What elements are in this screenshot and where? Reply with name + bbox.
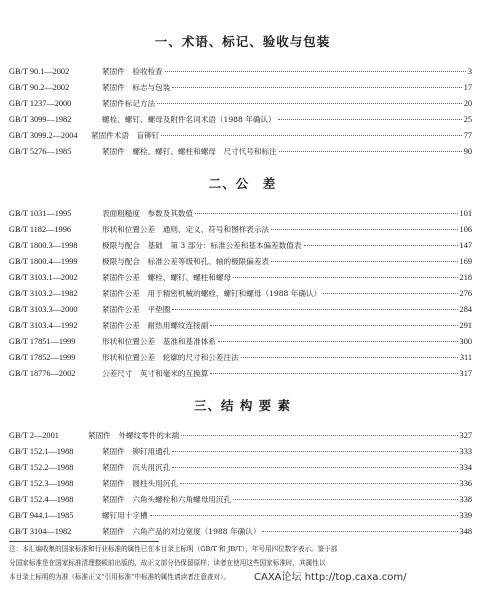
toc-entry[interactable] <box>9 113 472 127</box>
page-number: 20 <box>463 99 472 108</box>
toc-entry[interactable] <box>9 335 472 349</box>
standard-title: 形状和位置公差 基准和基准体系 <box>102 337 216 346</box>
dot-leader <box>150 515 458 516</box>
standard-title: 紧固件 六角头螺栓和六角螺母用沉孔 <box>102 495 232 504</box>
toc-entry[interactable] <box>9 367 472 381</box>
page-number: 25 <box>463 115 472 124</box>
standard-title: 紧固件 六角产品的对边宽度（1988 年确认） <box>102 527 261 536</box>
standard-title: 紧固件公差 用于精密机械的螺栓、螺钉和螺母（1988 年确认） <box>102 289 322 298</box>
standard-title: 紧固件公差 平垫圈 <box>102 305 171 314</box>
dot-leader <box>241 357 458 358</box>
section-title-structure: 三、结 构 要 素 <box>193 398 292 413</box>
page-number: 334 <box>459 463 472 472</box>
standard-title: 极限与配合 基础 第 3 部分：标准公差和基本偏差数值表 <box>102 241 302 250</box>
standard-code: GB/T 5276—1985 <box>9 147 72 156</box>
page-number: 291 <box>459 321 472 330</box>
dot-leader <box>210 373 457 374</box>
toc-entry[interactable] <box>9 287 472 301</box>
standard-title: 紧固件标记方法 <box>102 99 156 108</box>
toc-entry[interactable] <box>9 255 472 269</box>
section-title-terminology: 一、术语、标记、验收与包装 <box>154 34 331 49</box>
footnote-line: 分国家标准是在国家标准清理整顿前出版的，故正文部分仍保留原样；读者在使用这些国家标准时，其属性以 <box>9 559 326 567</box>
standard-title: 紧固件 螺栓、螺钉、螺柱和螺母 尺寸代号和标注 <box>102 147 277 156</box>
standard-code: GB/T 152.1—1988 <box>9 447 74 456</box>
standard-title: 螺栓、螺钉、螺母及附件名词术语（1988 年确认） <box>102 115 276 124</box>
dot-leader <box>172 87 461 88</box>
page-number: 3 <box>467 67 472 76</box>
dot-leader <box>172 309 457 310</box>
dot-leader <box>262 531 457 532</box>
standard-title: 公差尺寸 英寸和毫米的互换算 <box>102 369 209 378</box>
standard-title: 极限与配合 标准公差等级和孔、轴的极限偏差表 <box>102 257 270 266</box>
dot-leader <box>278 119 462 120</box>
dot-leader <box>181 435 457 436</box>
toc-entry[interactable] <box>9 319 472 333</box>
toc-entry[interactable] <box>9 145 472 159</box>
standard-code: GB/T 152.3—1988 <box>9 479 74 488</box>
standard-title: 紧固件 铆钉用通孔 <box>102 447 171 456</box>
section-title-tolerance: 二、公 差 <box>208 176 277 191</box>
footnote-line: 注：本汇编收集的国家标准和行业标准的属性已在本目录上标明（GB/T 和 JB/T），年号用四位数字表示。鉴于部 <box>9 545 338 553</box>
footnote-line: 本目录上标明的为准（标准正文“引用标准”中标准的属性请读者注意查对）。 <box>9 573 231 581</box>
toc-entry[interactable] <box>9 223 472 237</box>
dot-leader <box>157 103 462 104</box>
toc-entry[interactable] <box>9 445 472 459</box>
standard-code: GB/T 1800.3—1998 <box>9 241 78 250</box>
standard-code: GB/T 1237—2000 <box>9 99 72 108</box>
standard-title: 紧固件 标志与包装 <box>102 83 171 92</box>
page-number: 169 <box>459 257 472 266</box>
dot-leader <box>172 451 457 452</box>
standard-title: 形状和位置公差 轮廓的尺寸和公差注法 <box>102 353 239 362</box>
standard-title: 紧固件 验收检查 <box>102 67 163 76</box>
page-number: 147 <box>459 241 472 250</box>
toc-entry[interactable] <box>9 207 472 221</box>
dot-leader <box>323 293 457 294</box>
toc-entry[interactable] <box>9 271 472 285</box>
page-number: 77 <box>463 131 472 140</box>
standard-title: 紧固件 沉头用沉孔 <box>102 463 171 472</box>
dot-leader <box>210 325 457 326</box>
standard-code: GB/T 3099—1982 <box>9 115 72 124</box>
toc-entry[interactable] <box>9 477 472 491</box>
page-number: 333 <box>459 447 472 456</box>
toc-entry[interactable] <box>9 129 472 143</box>
page-number: 311 <box>459 353 472 362</box>
standard-code: GB/T 18776—2002 <box>9 369 76 378</box>
forum-watermark: CAXA论坛 http://top.caxa.com/ <box>252 568 408 583</box>
toc-entry[interactable] <box>9 65 472 79</box>
page-number: 336 <box>459 479 472 488</box>
standard-code: GB/T 17852—1999 <box>9 353 76 362</box>
dot-leader <box>180 483 458 484</box>
dot-leader <box>233 499 457 500</box>
toc-entry[interactable] <box>9 509 472 523</box>
standard-title: 紧固件公差 螺栓、螺钉、螺柱和螺母 <box>102 273 232 282</box>
standard-code: GB/T 3103.2—1982 <box>9 289 78 298</box>
page-number: 327 <box>459 431 472 440</box>
page-number: 300 <box>459 337 472 346</box>
page-number: 339 <box>459 511 472 520</box>
dot-leader <box>165 71 466 72</box>
toc-entry[interactable] <box>9 429 472 443</box>
standard-title: 表面粗糙度 参数及其数值 <box>102 209 194 218</box>
page-number: 276 <box>459 289 472 298</box>
standard-title: 紧固件 圆柱头用沉孔 <box>102 479 178 488</box>
standard-code: GB/T 3103.1—2002 <box>9 273 78 282</box>
standard-title: 紧固件术语 盲铆钉 <box>91 131 160 140</box>
page-number: 106 <box>459 225 472 234</box>
standard-code: GB/T 944.1—1985 <box>9 511 74 520</box>
standard-code: GB/T 1182—1996 <box>9 225 71 234</box>
page-number: 101 <box>459 209 472 218</box>
toc-entry[interactable] <box>9 461 472 475</box>
toc-entry[interactable] <box>9 525 472 539</box>
standard-code: GB/T 3104—1982 <box>9 527 72 536</box>
toc-entry[interactable] <box>9 493 472 507</box>
standard-title: 紧固件公差 耐热用螺纹连接副 <box>102 321 209 330</box>
dot-leader <box>172 467 457 468</box>
toc-entry[interactable] <box>9 351 472 365</box>
dot-leader <box>195 213 457 214</box>
standard-title: 螺钉用十字槽 <box>102 511 148 520</box>
toc-entry[interactable] <box>9 97 472 111</box>
page-number: 348 <box>459 527 472 536</box>
dot-leader <box>161 135 461 136</box>
dot-leader <box>271 261 457 262</box>
toc-entry[interactable] <box>9 303 472 317</box>
dot-leader <box>271 229 457 230</box>
standard-code: GB/T 3099.2—2004 <box>9 131 78 140</box>
toc-entry[interactable] <box>9 239 472 253</box>
page-number: 17 <box>463 83 472 92</box>
standard-code: GB/T 3103.4—1992 <box>9 321 78 330</box>
dot-leader <box>218 341 458 342</box>
dot-leader <box>279 151 462 152</box>
page-number: 317 <box>459 369 472 378</box>
standard-code: GB/T 2—2001 <box>9 431 59 440</box>
standard-title: 紧固件 外螺纹零件的末端 <box>88 431 180 440</box>
dot-leader <box>233 277 457 278</box>
standard-code: GB/T 90.1—2002 <box>9 67 70 76</box>
standard-code: GB/T 1800.4—1999 <box>9 257 78 266</box>
standard-code: GB/T 17851—1999 <box>9 337 76 346</box>
standard-code: GB/T 3103.3—2000 <box>9 305 78 314</box>
footnote <box>9 542 479 584</box>
page-number: 218 <box>459 273 472 282</box>
standard-code: GB/T 152.2—1988 <box>9 463 74 472</box>
standard-code: GB/T 90.2—2002 <box>9 83 70 92</box>
page-number: 284 <box>459 305 472 314</box>
standard-code: GB/T 1031—1995 <box>9 209 72 218</box>
toc-entry[interactable] <box>9 81 472 95</box>
page-number: 90 <box>463 147 472 156</box>
dot-leader <box>304 245 458 246</box>
page-number: 338 <box>459 495 472 504</box>
standard-title: 形状和位置公差 通则、定义、符号和图样表示法 <box>102 225 270 234</box>
standard-code: GB/T 152.4—1988 <box>9 495 74 504</box>
